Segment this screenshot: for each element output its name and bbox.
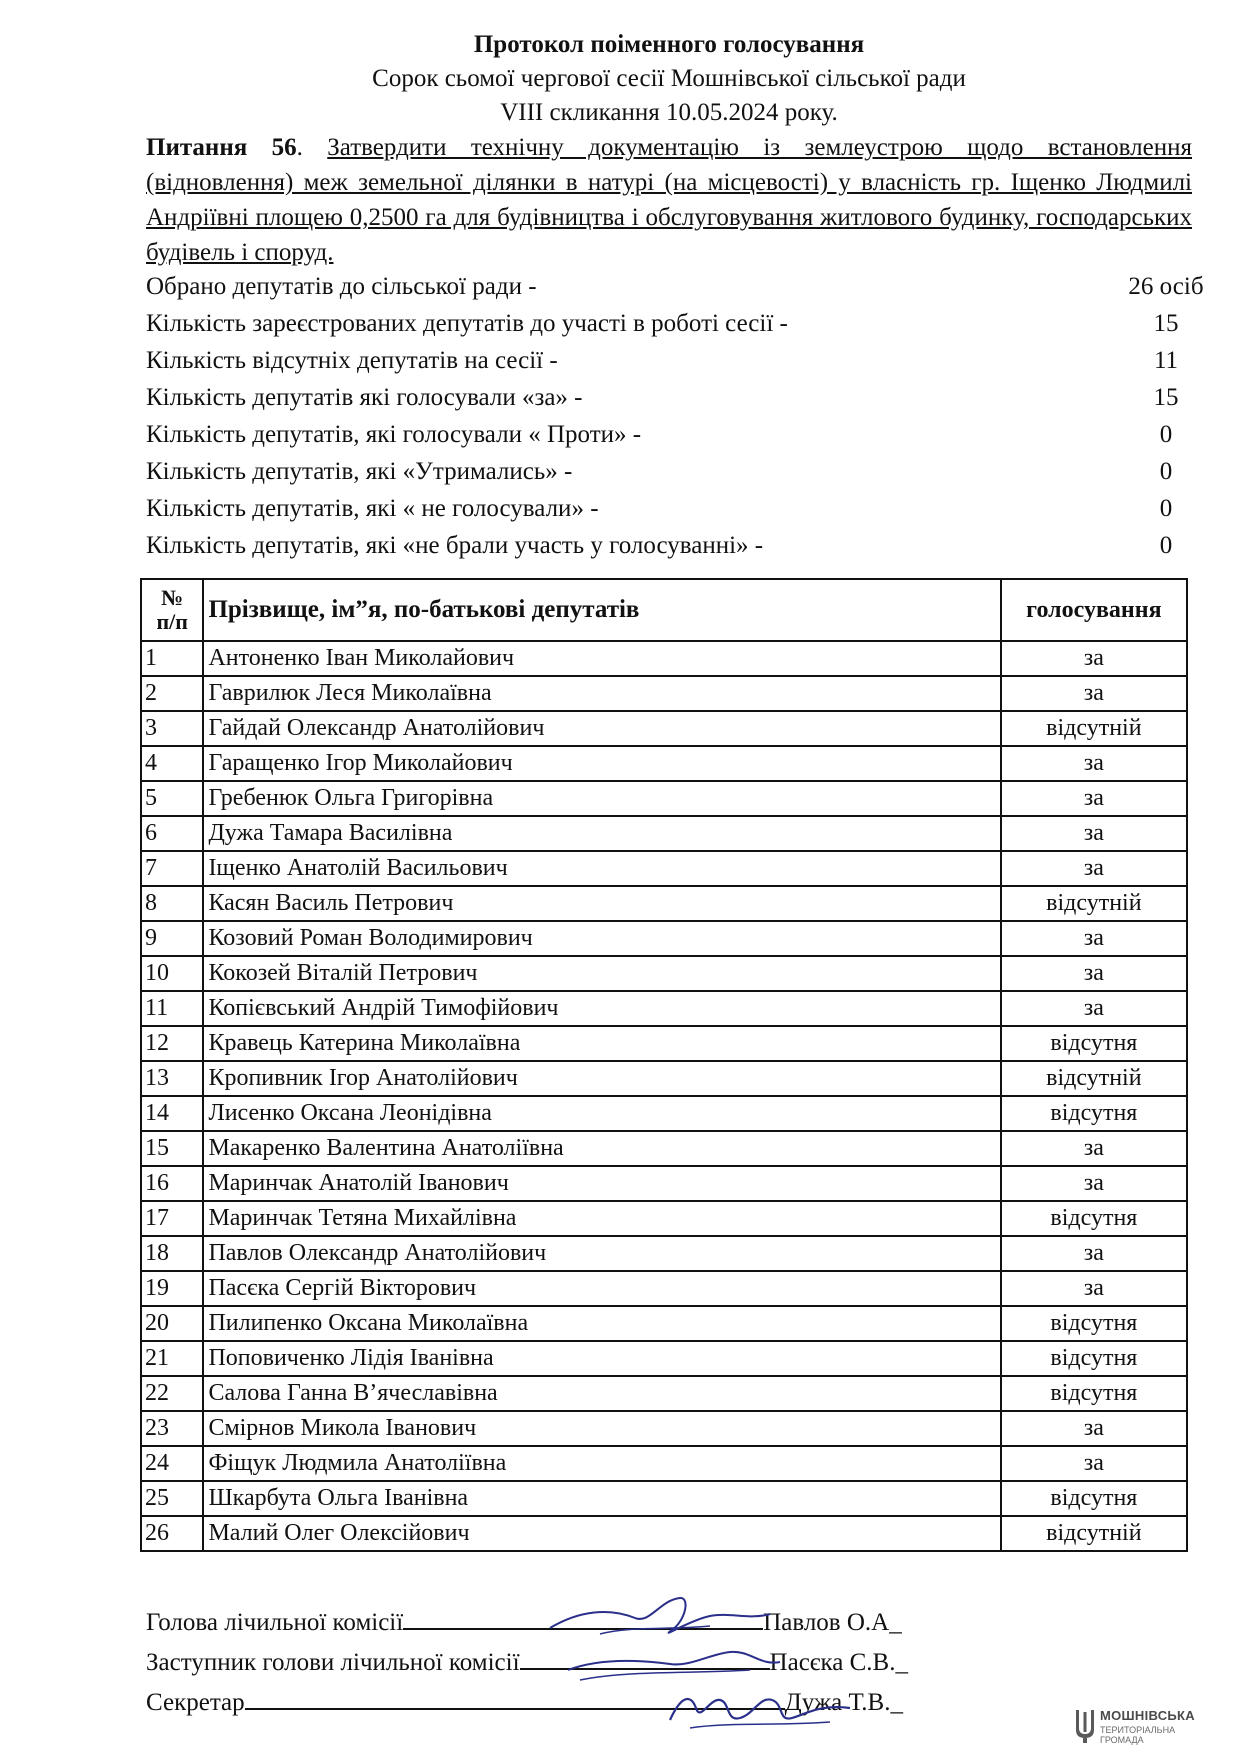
vote-result: відсутня xyxy=(1001,1341,1187,1376)
vote-result: відсутня xyxy=(1001,1481,1187,1516)
vote-result: відсутня xyxy=(1001,1026,1187,1061)
deputy-name: Гаврилюк Леся Миколаївна xyxy=(203,676,1000,711)
signature-line xyxy=(520,1642,770,1670)
logo-subtitle-1: ТЕРИТОРІАЛЬНА xyxy=(1100,1725,1176,1735)
stat-row xyxy=(146,453,1192,490)
stat-value: 0 xyxy=(1159,421,1173,448)
row-number: 22 xyxy=(141,1376,203,1411)
stat-value: 0 xyxy=(1159,532,1173,559)
vote-result: відсутня xyxy=(1001,1376,1187,1411)
vote-result: за xyxy=(1001,851,1187,886)
table-row xyxy=(141,1341,1187,1376)
vote-result: за xyxy=(1001,1271,1187,1306)
deputy-name: Антоненко Іван Миколайович xyxy=(203,641,1000,676)
vote-result: відсутня xyxy=(1001,1096,1187,1131)
row-number: 25 xyxy=(141,1481,203,1516)
deputy-name: Пилипенко Оксана Миколаївна xyxy=(203,1306,1000,1341)
deputy-name: Салова Ганна В’ячеславівна xyxy=(203,1376,1000,1411)
stat-label: Кількість депутатів, які « не голосували» - xyxy=(146,495,599,522)
row-number: 18 xyxy=(141,1236,203,1271)
stat-row xyxy=(146,490,1192,527)
stat-row xyxy=(146,416,1192,453)
vote-result: за xyxy=(1001,676,1187,711)
signatory-name: Дужа Т.В._ xyxy=(784,1689,903,1716)
stat-value: 26 осіб xyxy=(1128,273,1204,300)
row-number: 15 xyxy=(141,1131,203,1166)
signature-line xyxy=(245,1682,785,1710)
row-number: 11 xyxy=(141,991,203,1026)
row-number: 21 xyxy=(141,1341,203,1376)
row-number: 12 xyxy=(141,1026,203,1061)
stat-row xyxy=(146,527,1192,564)
deputy-name: Козовий Роман Володимирович xyxy=(203,921,1000,956)
vote-result: за xyxy=(1001,921,1187,956)
table-row xyxy=(141,1271,1187,1306)
signature-row xyxy=(146,1602,1146,1642)
row-number: 7 xyxy=(141,851,203,886)
deputy-name: Маринчак Тетяна Михайлівна xyxy=(203,1201,1000,1236)
stat-value: 15 xyxy=(1153,310,1179,337)
table-row xyxy=(141,641,1187,676)
table-row xyxy=(141,1166,1187,1201)
vote-result: за xyxy=(1001,816,1187,851)
stat-row xyxy=(146,305,1192,342)
vote-statistics xyxy=(146,268,1204,564)
signature-block xyxy=(146,1602,1146,1722)
question-label: Питання 56 xyxy=(146,134,297,161)
table-row xyxy=(141,711,1187,746)
row-number: 16 xyxy=(141,1166,203,1201)
row-number: 4 xyxy=(141,746,203,781)
table-row xyxy=(141,921,1187,956)
signature-row xyxy=(146,1642,1146,1682)
column-header-vote: голосування xyxy=(1001,579,1187,641)
vote-result: відсутній xyxy=(1001,711,1187,746)
deputy-name: Макаренко Валентина Анатоліївна xyxy=(203,1131,1000,1166)
deputy-name: Фіщук Людмила Анатоліївна xyxy=(203,1446,1000,1481)
table-row xyxy=(141,1306,1187,1341)
stat-value: 0 xyxy=(1159,458,1173,485)
signature-role: Голова лічильної комісії xyxy=(146,1609,404,1636)
signature-row xyxy=(146,1682,1146,1722)
row-number: 17 xyxy=(141,1201,203,1236)
vote-result: за xyxy=(1001,781,1187,816)
roll-call-table xyxy=(140,578,1188,1552)
vote-result: за xyxy=(1001,746,1187,781)
stat-label: Кількість депутатів які голосували «за» - xyxy=(146,384,583,411)
deputy-name: Гребенюк Ольга Григорівна xyxy=(203,781,1000,816)
vote-result: за xyxy=(1001,641,1187,676)
session-line: Сорок сьомої чергової сесії Мошнівської сільської ради xyxy=(372,65,966,92)
table-row xyxy=(141,1026,1187,1061)
stat-label: Кількість депутатів, які голосували « Проти» - xyxy=(146,421,642,448)
table-row xyxy=(141,1061,1187,1096)
signature-line xyxy=(403,1602,763,1630)
vote-result: за xyxy=(1001,1166,1187,1201)
deputy-name: Поповиченко Лідія Іванівна xyxy=(203,1341,1000,1376)
row-number: 14 xyxy=(141,1096,203,1131)
table-row xyxy=(141,1131,1187,1166)
row-number: 5 xyxy=(141,781,203,816)
column-header-name: Прізвище, ім”я, по-батькові депутатів xyxy=(203,579,1000,641)
title-block xyxy=(146,28,1192,130)
row-number: 6 xyxy=(141,816,203,851)
deputy-name: Лисенко Оксана Леонідівна xyxy=(203,1096,1000,1131)
stat-row xyxy=(146,268,1204,305)
vote-result: за xyxy=(1001,1131,1187,1166)
row-number: 24 xyxy=(141,1446,203,1481)
table-row xyxy=(141,676,1187,711)
stat-label: Кількість відсутніх депутатів на сесії - xyxy=(146,347,558,374)
deputy-name: Кропивник Ігор Анатолійович xyxy=(203,1061,1000,1096)
table-row xyxy=(141,886,1187,921)
vote-result: за xyxy=(1001,1236,1187,1271)
signature-role: Заступник голови лічильної комісії xyxy=(146,1649,520,1676)
row-number: 13 xyxy=(141,1061,203,1096)
stat-label: Обрано депутатів до сільської ради - xyxy=(146,273,537,300)
column-header-number: № п/п xyxy=(141,579,203,641)
table-row xyxy=(141,1481,1187,1516)
row-number: 10 xyxy=(141,956,203,991)
deputy-name: Шкарбута Ольга Іванівна xyxy=(203,1481,1000,1516)
table-row xyxy=(141,816,1187,851)
deputy-name: Копієвський Андрій Тимофійович xyxy=(203,991,1000,1026)
document-title: Протокол поіменного голосування xyxy=(473,31,865,58)
table-row xyxy=(141,746,1187,781)
deputy-name: Кокозей Віталій Петрович xyxy=(203,956,1000,991)
deputy-name: Павлов Олександр Анатолійович xyxy=(203,1236,1000,1271)
community-logo xyxy=(1074,1706,1234,1748)
table-row xyxy=(141,1201,1187,1236)
row-number: 23 xyxy=(141,1411,203,1446)
row-number: 1 xyxy=(141,641,203,676)
logo-title: МОШНІВСЬКА xyxy=(1100,1708,1195,1723)
deputy-name: Смірнов Микола Іванович xyxy=(203,1411,1000,1446)
convocation-date-line: VIII скликання 10.05.2024 року. xyxy=(500,99,838,126)
signature-role: Секретар xyxy=(146,1689,245,1716)
deputy-name: Касян Василь Петрович xyxy=(203,886,1000,921)
row-number: 2 xyxy=(141,676,203,711)
stat-label: Кількість зареєстрованих депутатів до участі в роботі сесії - xyxy=(146,310,788,337)
stat-label: Кількість депутатів, які «Утримались» - xyxy=(146,458,573,485)
deputy-name: Іщенко Анатолій Васильович xyxy=(203,851,1000,886)
deputy-name: Гаращенко Ігор Миколайович xyxy=(203,746,1000,781)
table-row xyxy=(141,1516,1187,1551)
signatory-name: Павлов О.А_ xyxy=(763,1609,902,1636)
vote-result: відсутня xyxy=(1001,1201,1187,1236)
deputy-name: Пасєка Сергій Вікторович xyxy=(203,1271,1000,1306)
row-number: 26 xyxy=(141,1516,203,1551)
stat-row xyxy=(146,342,1192,379)
deputy-name: Кравець Катерина Миколаївна xyxy=(203,1026,1000,1061)
table-row xyxy=(141,1236,1187,1271)
table-row xyxy=(141,956,1187,991)
vote-result: відсутній xyxy=(1001,1516,1187,1551)
stat-value: 11 xyxy=(1153,347,1179,374)
table-row xyxy=(141,1096,1187,1131)
question-text: Затвердити технічну документацію із землеустрою щодо встановлення (відновлення) меж земельної ділянки в натурі (на місцевості) у власність гр. Іщенко Людмилі Андріївні площею 0,2500 га для будівництва і обслуговування житлового будинку, господарських будівель і споруд. xyxy=(146,134,1192,266)
table-row xyxy=(141,1446,1187,1481)
deputy-name: Гайдай Олександр Анатолійович xyxy=(203,711,1000,746)
vote-result: відсутня xyxy=(1001,1306,1187,1341)
logo-subtitle-2: ГРОМАДА xyxy=(1100,1735,1144,1745)
table-header-row xyxy=(141,579,1187,641)
vote-result: відсутній xyxy=(1001,886,1187,921)
row-number: 9 xyxy=(141,921,203,956)
row-number: 20 xyxy=(141,1306,203,1341)
deputy-name: Маринчак Анатолій Іванович xyxy=(203,1166,1000,1201)
vote-result: відсутній xyxy=(1001,1061,1187,1096)
trident-icon xyxy=(1074,1708,1096,1744)
row-number: 19 xyxy=(141,1271,203,1306)
row-number: 8 xyxy=(141,886,203,921)
table-row xyxy=(141,851,1187,886)
stat-label: Кількість депутатів, які «не брали участь у голосуванні» - xyxy=(146,532,764,559)
table-row xyxy=(141,991,1187,1026)
stat-value: 15 xyxy=(1153,384,1179,411)
vote-result: за xyxy=(1001,956,1187,991)
vote-result: за xyxy=(1001,1411,1187,1446)
agenda-question: Питання 56. Затвердити технічну документацію із землеустрою щодо встановлення (відновлення) меж земельної ділянки в натурі (на місцевості) у власність гр. Іщенко Людмилі Андріївні площею 0,2500 га для будівництва і обслуговування житлового будинку, господарських будівель і споруд. xyxy=(146,134,1192,266)
vote-result: за xyxy=(1001,1446,1187,1481)
table-row xyxy=(141,1411,1187,1446)
stat-row xyxy=(146,379,1192,416)
deputy-name: Дужа Тамара Василівна xyxy=(203,816,1000,851)
vote-result: за xyxy=(1001,991,1187,1026)
row-number: 3 xyxy=(141,711,203,746)
table-row xyxy=(141,781,1187,816)
table-row xyxy=(141,1376,1187,1411)
deputy-name: Малий Олег Олексійович xyxy=(203,1516,1000,1551)
signatory-name: Пасєка С.В._ xyxy=(769,1649,908,1676)
stat-value: 0 xyxy=(1159,495,1173,522)
